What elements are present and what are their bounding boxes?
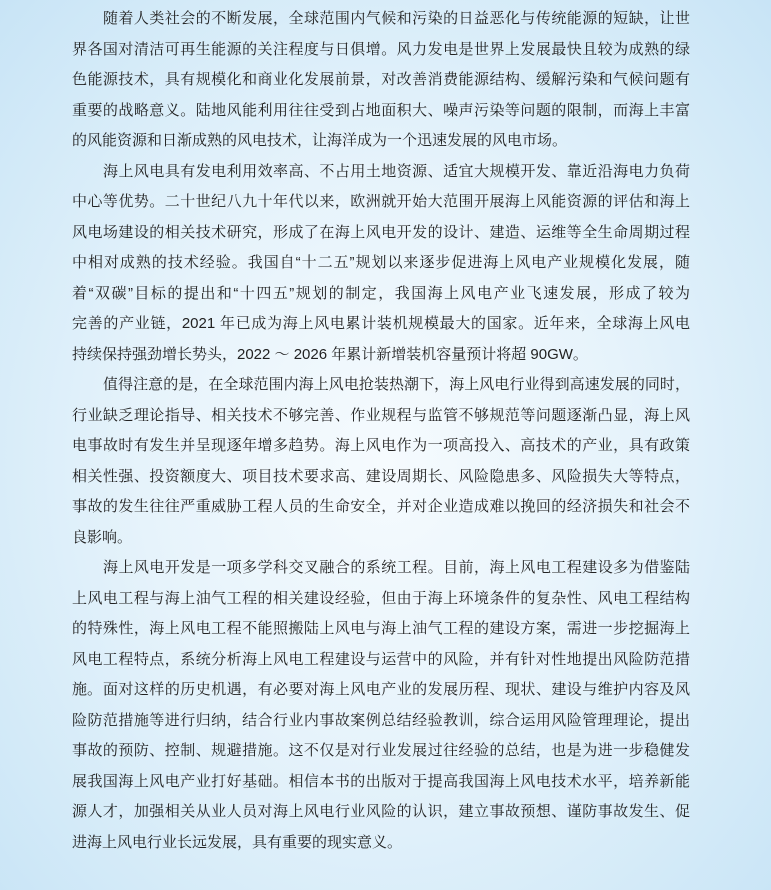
text-line: 风电场建设的相关技术研究，形成了在海上风电开发的设计、建造、运维等全生命周期过程: [72, 223, 690, 241]
text-line: 险防范措施等进行归纳，结合行业内事故案例总结经验教训，综合运用风险管理理论，提出: [72, 711, 690, 729]
text-line: 重要的战略意义。陆地风能利用往往受到占地面积大、噪声污染等问题的限制，而海上丰富: [72, 101, 690, 119]
document-body: [72, 4, 690, 858]
text-line: 面对这样的历史机遇，有必要对海上风电产业的发展历程、现状、建设与维护内容及风: [103, 681, 690, 698]
text-line: 界各国对清洁可再生能源的关注程度与日俱增。风力发电是世界上发展最快且较为成熟的绿: [72, 40, 690, 58]
text-line: 事故的发生往往严重威胁工程人员的生命安全，并对企业造成难以挽回的经济损失和社会不: [72, 498, 690, 515]
text-line: 中相对成熟的技术经验。我国自“十二五”规划以来逐步促进海上风电产业规模化发展，随: [72, 254, 690, 271]
text-line: 行业缺乏理论指导、相关技术不够完善、作业规程与监管不够规范等问题逐渐凸显，海上风: [72, 406, 690, 424]
text-line: 展我国海上风电产业打好基础。相信本书的出版对于提高我国海上风电技术水平，培养新能: [72, 772, 690, 790]
text-line: 的特殊性，海上风电工程不能照搬陆上风电与海上油气工程的建设方案，需进一步挖掘海上: [72, 620, 690, 637]
paragraph-1: [72, 4, 690, 157]
text-line: 事故的预防、控制、规避措施。这不仅是对行业发展过往经验的总结，也是为进一步稳健发: [72, 742, 690, 759]
text-line: 海上风电开发是一项多学科交叉融合的系统工程。目前，海上风电工程建设多为借鉴陆: [103, 559, 690, 576]
paragraph-5: [72, 675, 690, 858]
text-line: 电事故时有发生并呈现逐年增多趋势。海上风电作为一项高投入、高技术的产业，具有政策: [72, 437, 690, 454]
text-line: 源人才，加强相关从业人员对海上风电行业风险的认识，建立事故预想、谨防事故发生、促: [72, 803, 690, 820]
text-line: 相关性强、投资额度大、项目技术要求高、建设周期长、风险隐患多、风险损失大等特点，: [72, 467, 690, 485]
text-line: 良影响。: [72, 528, 133, 546]
paragraph-3: [72, 370, 690, 553]
text-line: 海上风电具有发电利用效率高、不占用土地资源、适宜大规模开发、靠近沿海电力负荷: [103, 162, 690, 180]
text-line: 色能源技术，具有规模化和商业化发展前景，对改善消费能源结构、缓解污染和气候问题有: [72, 71, 690, 88]
text-line: 完善的产业链，2021 年已成为海上风电累计装机规模最大的国家。近年来，全球海上风电: [72, 315, 690, 332]
text-line: 风电工程特点，系统分析海上风电工程建设与运营中的风险，并有针对性地提出风险防范措施。: [72, 650, 690, 698]
text-line: 上风电工程与海上油气工程的相关建设经验，但由于海上环境条件的复杂性、风电工程结构: [72, 589, 690, 607]
text-line: 中心等优势。二十世纪八九十年代以来，欧洲就开始大范围开展海上风能资源的评估和海上: [72, 193, 690, 210]
text-line: 着“双碳”目标的提出和“十四五”规划的制定，我国海上风电产业飞速发展，形成了较为: [72, 284, 690, 302]
text-line: 随着人类社会的不断发展，全球范围内气候和污染的日益恶化与传统能源的短缺，让世: [103, 10, 690, 27]
text-line: 值得注意的是，在全球范围内海上风电抢装热潮下，海上风电行业得到高速发展的同时，: [103, 376, 690, 393]
paragraph-2: [72, 157, 690, 371]
text-line: 的风能资源和日渐成熟的风电技术，让海洋成为一个迅速发展的风电市场。: [72, 132, 568, 149]
text-line: 进海上风电行业长远发展，具有重要的现实意义。: [72, 833, 403, 851]
text-line: 持续保持强劲增长势头，2022 ～ 2026 年累计新增装机容量预计将超 90GW。: [72, 345, 588, 363]
